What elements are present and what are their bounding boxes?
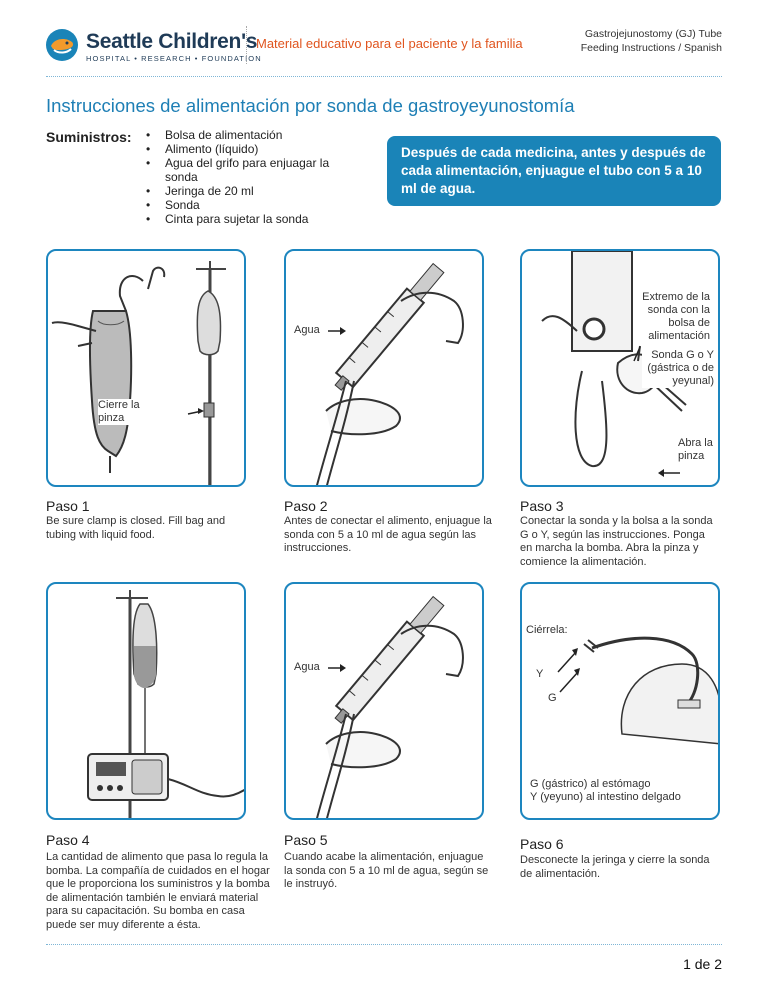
- feeding-bag-illustration-icon: [48, 251, 246, 487]
- clamp-label: Cierre la pinza: [98, 399, 148, 425]
- feeding-pump-illustration-icon: [48, 584, 246, 820]
- list-item: • Agua del grifo para enjuagar la sonda: [146, 156, 343, 184]
- feeding-bag-end-label: Extremo de la sonda con la bolsa de alimentación: [640, 291, 710, 343]
- list-item: • Bolsa de alimentación: [146, 128, 365, 142]
- illustration-panel-1: [46, 249, 246, 487]
- illustration-panel-5: [284, 582, 484, 820]
- step-6-title: Paso 6: [520, 836, 564, 852]
- list-item: • Cinta para sujetar la sonda: [146, 212, 365, 226]
- supplies-list: [146, 128, 365, 226]
- supplies-label: Suministros:: [46, 129, 132, 145]
- header-rule: [46, 76, 722, 77]
- flush-callout: Después de cada medicina, antes y después de cada alimentación, enjuague el tubo con 5 a 10 ml de agua.: [387, 136, 721, 206]
- step-2-title: Paso 2: [284, 498, 328, 514]
- step-1-title: Paso 1: [46, 498, 90, 514]
- tagline: Material educativo para el paciente y la familia: [256, 36, 523, 51]
- page-number: 1 de 2: [683, 956, 722, 972]
- whale-logo-icon: [44, 28, 80, 62]
- step-5-text: Cuando acabe la alimentación, enjuague la sonda con 5 a 10 ml de agua, según se le instruyó.: [284, 851, 489, 890]
- syringe-flush-illustration-icon: [286, 584, 484, 820]
- list-item: • Jeringa de 20 ml: [146, 184, 365, 198]
- step-2-text: Antes de conectar el alimento, enjuague la sonda con 5 a 10 ml de agua según las instrucciones.: [284, 515, 492, 554]
- open-clamp-label: Abra la pinza: [678, 437, 713, 462]
- document-subtitle: Feeding Instructions / Spanish: [580, 42, 722, 54]
- step-5-title: Paso 5: [284, 832, 328, 848]
- y-label: Y: [536, 668, 544, 680]
- illustration-panel-4: [46, 582, 246, 820]
- logo-subtitle: HOSPITAL • RESEARCH • FOUNDATION: [86, 54, 262, 63]
- document-title: Gastrojejunostomy (GJ) Tube: [584, 28, 722, 40]
- logo: [44, 28, 262, 63]
- illustration-panel-6: [520, 582, 720, 820]
- document-id: [581, 27, 722, 55]
- y-intestine-label: Y (yeyuno) al intestino delgado: [530, 791, 716, 804]
- footer-rule: [46, 944, 722, 945]
- step-3-text: Conectar la sonda y la bolsa a la sonda G o Y, según las instrucciones. Ponga en marcha la bomba. Abra la pinza y comience la alimentación.: [520, 515, 713, 568]
- g-label: G: [548, 692, 557, 704]
- page-title: Instrucciones de alimentación por sonda de gastroyeyunostomía: [46, 95, 575, 116]
- water-label: Agua: [294, 661, 320, 673]
- water-label: Agua: [294, 324, 320, 336]
- illustration-panel-3: [520, 249, 720, 487]
- list-item: • Sonda: [146, 198, 365, 212]
- list-item: • Alimento (líquido): [146, 142, 365, 156]
- step-4-title: Paso 4: [46, 832, 90, 848]
- syringe-flush-illustration-icon: [286, 251, 484, 487]
- logo-name: Seattle Children's: [86, 30, 258, 53]
- close-it-label: Ciérrela:: [526, 624, 568, 636]
- header-divider: [246, 26, 247, 64]
- step-4-text: La cantidad de alimento que pasa lo regula la bomba. La compañía de cuidados en el hogar que le proporciona los suministros y la bomba de alimentación también le enviará material para su capacitación. Su bomba en casa puede ser muy diferente a ésta.: [46, 851, 270, 931]
- illustration-panel-2: [284, 249, 484, 487]
- g-stomach-label: G (gástrico) al estómago: [530, 778, 716, 791]
- step-1-text: Be sure clamp is closed. Fill bag and tubing with liquid food.: [46, 515, 226, 541]
- step-3-title: Paso 3: [520, 498, 564, 514]
- gy-tube-label: Sonda G o Y (gástrica o de yeyunal): [642, 349, 714, 388]
- step-6-text: Desconecte la jeringa y cierre la sonda de alimentación.: [520, 854, 710, 880]
